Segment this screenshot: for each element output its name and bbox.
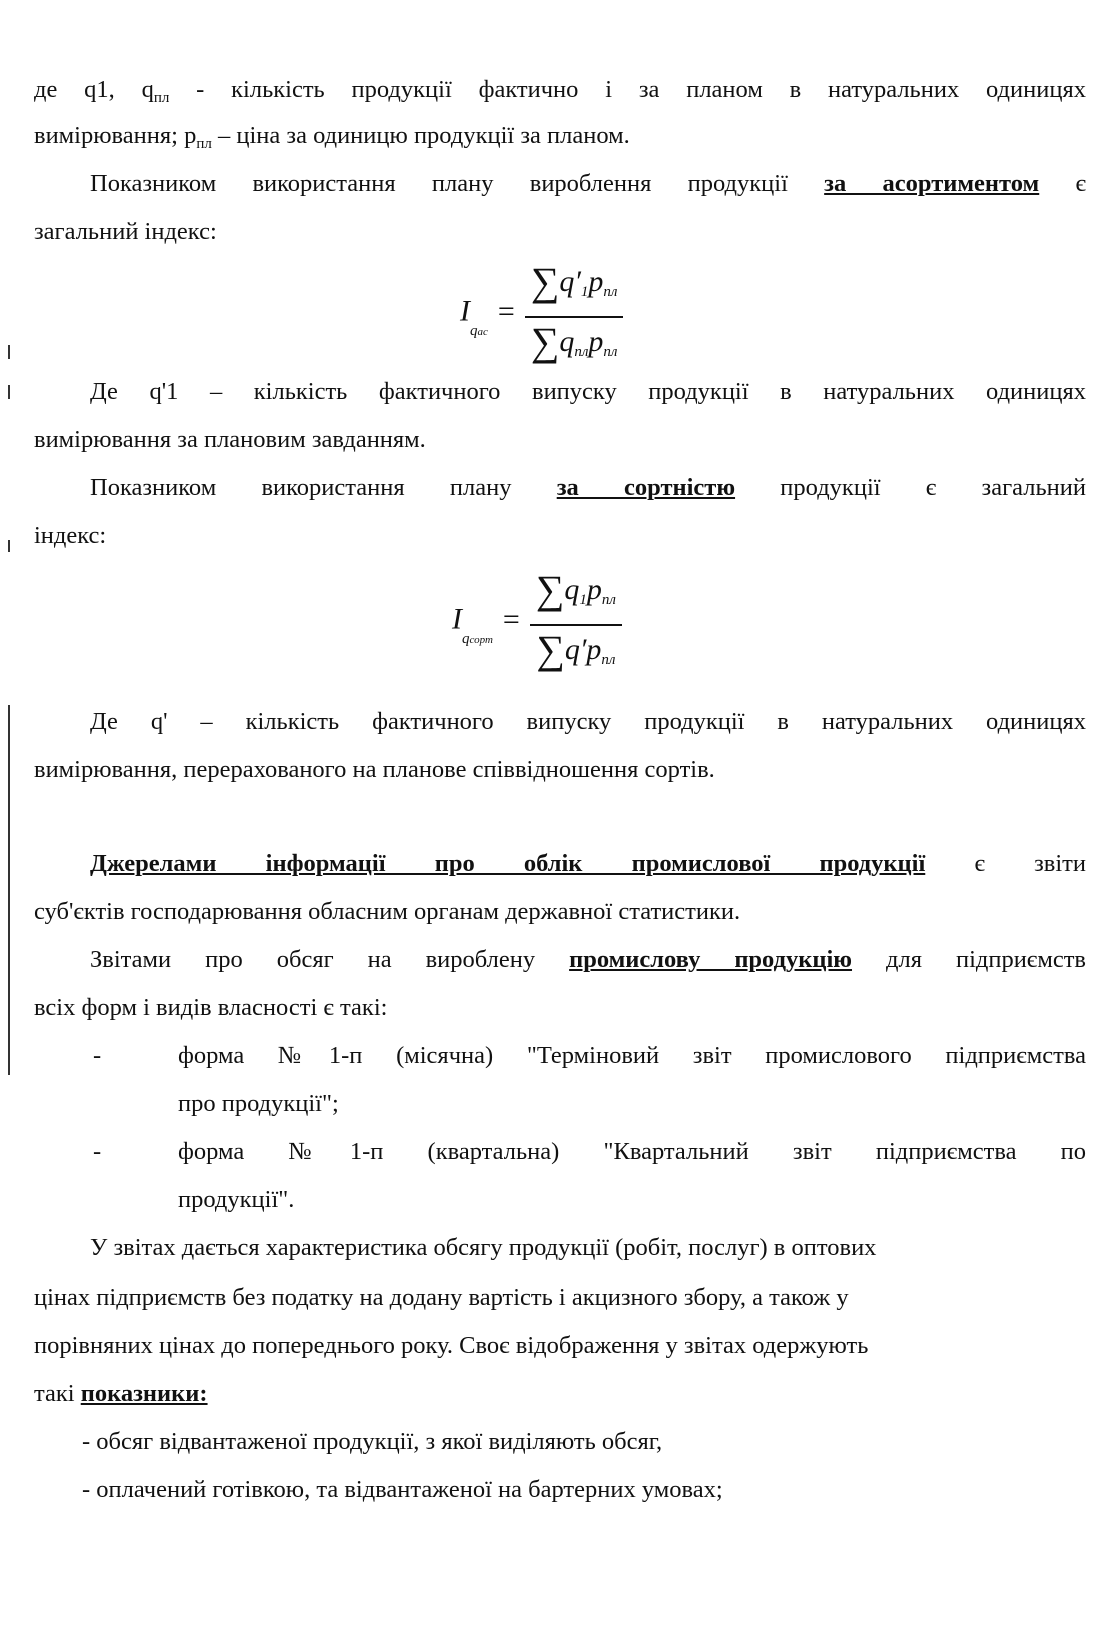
fraction-denominator — [530, 626, 622, 680]
sigma-symbol: ∑ — [530, 259, 560, 304]
formula-subsubscript: ас — [477, 325, 488, 338]
formula-subscript: пл — [603, 284, 618, 300]
formula-term: q′ — [559, 265, 581, 298]
underlined-term: за асортиментом — [824, 170, 1040, 197]
fraction-denominator — [525, 318, 624, 372]
paragraph-line: Де q' – кількість фактичного випуску продукції в натуральних одиницях — [90, 708, 1086, 735]
paragraph-line — [90, 168, 1086, 200]
paragraph-line: загальний індекс: — [34, 218, 217, 245]
formula-assortment-index — [460, 259, 623, 372]
formula-term: p — [586, 573, 602, 606]
sigma-symbol: ∑ — [530, 319, 560, 364]
formula-subscript: 1 — [580, 284, 589, 300]
scan-margin-tick — [8, 345, 10, 359]
list-bullet: - — [93, 1138, 102, 1165]
formula-term: q′ — [564, 633, 587, 666]
formula-subscript: q — [470, 322, 478, 339]
text-span: є звіти — [925, 850, 1087, 877]
paragraph-line: Де q'1 – кількість фактичного випуску продукції в натуральних одиницях — [90, 378, 1086, 405]
paragraph-line — [34, 74, 1086, 114]
fraction-numerator — [525, 259, 624, 318]
formula-term: q — [564, 573, 580, 606]
equals-sign: = — [497, 294, 515, 328]
list-item-line: форма №1-п (квартальна) "Квартальний звіт підприємства по — [178, 1138, 1086, 1165]
formula-term: p — [588, 265, 604, 298]
paragraph-line: всіх форм і видів власності є такі: — [34, 994, 388, 1021]
text-span: Показником використання плану вироблення продукції — [90, 170, 825, 197]
text-span: вимірювання; p — [34, 122, 197, 149]
paragraph-line: - обсяг відвантаженої продукції, з якої виділяють обсяг, — [82, 1428, 663, 1455]
formula-grade-index — [452, 567, 622, 680]
text-span: де q1, q — [34, 76, 154, 103]
formula-term: q — [559, 325, 575, 358]
text-span: – ціна за одиницю продукції за планом. — [211, 122, 630, 149]
text-span: для підприємств — [852, 946, 1086, 973]
sigma-symbol: ∑ — [535, 567, 565, 612]
subscript: пл — [153, 90, 170, 106]
formula-subscript: 1 — [579, 592, 587, 608]
text-span: продукції є загальний — [735, 474, 1086, 501]
paragraph-line — [90, 848, 1086, 880]
paragraph-line: суб'єктів господарювання обласним органам державної статистики. — [34, 898, 741, 925]
underlined-term: Джерелами інформації про облік промислової продукції — [90, 850, 926, 877]
subscript: пл — [196, 136, 212, 152]
list-item-line: форма №1-п (місячна) "Терміновий звіт промислового підприємства — [178, 1042, 1086, 1069]
paragraph-line — [34, 1378, 1086, 1410]
fraction-numerator — [530, 567, 622, 626]
sigma-symbol: ∑ — [536, 627, 565, 672]
paragraph-line — [90, 944, 1086, 976]
formula-subscript: q — [462, 630, 470, 647]
text-span: Показником використання плану — [90, 474, 557, 501]
text-span: такі — [34, 1380, 81, 1407]
formula-subscript: пл — [601, 592, 616, 608]
formula-lhs: I — [460, 294, 470, 328]
list-item-line: про продукції"; — [178, 1090, 339, 1117]
paragraph-line: вимірювання за плановим завданням. — [34, 426, 426, 453]
formula-subscript: пл — [601, 652, 616, 668]
text-span: є — [1039, 170, 1087, 197]
fraction — [530, 567, 622, 680]
text-span: Звітами про обсяг на вироблену — [90, 946, 570, 973]
formula-term: p — [588, 325, 604, 358]
scan-margin-line — [8, 705, 10, 1075]
paragraph-line: - оплачений готівкою, та відвантаженої на бартерних умовах; — [82, 1476, 723, 1503]
paragraph-line: вимірювання, перерахованого на планове співвідношення сортів. — [34, 756, 715, 783]
formula-term: p — [586, 633, 602, 666]
list-item-line: продукції". — [178, 1186, 295, 1213]
paragraph-line: цінах підприємств без податку на додану вартість і акцизного збору, а також у — [34, 1284, 849, 1311]
scan-margin-tick — [8, 540, 10, 552]
formula-subscript: пл — [574, 344, 589, 360]
underlined-term: промислову продукцію — [569, 946, 853, 973]
equals-sign: = — [502, 602, 520, 636]
formula-subsubscript: сорт — [469, 633, 493, 646]
fraction — [525, 259, 624, 372]
paragraph-line: індекс: — [34, 522, 107, 549]
scan-margin-tick — [8, 385, 10, 399]
paragraph-line — [34, 120, 1086, 160]
paragraph-line: У звітах дається характеристика обсягу продукції (робіт, послуг) в оптових — [90, 1234, 877, 1261]
formula-lhs: I — [452, 602, 462, 636]
text-span: - кількість продукції фактично і за планом в натуральних одиницях — [169, 76, 1086, 103]
underlined-term: показники: — [80, 1380, 208, 1407]
formula-subscript: пл — [603, 344, 618, 360]
paragraph-line: порівняних цінах до попереднього року. Своє відображення у звітах одержують — [34, 1332, 869, 1359]
paragraph-line — [90, 472, 1086, 504]
list-bullet: - — [93, 1042, 102, 1069]
underlined-term: за сортністю — [556, 474, 736, 501]
